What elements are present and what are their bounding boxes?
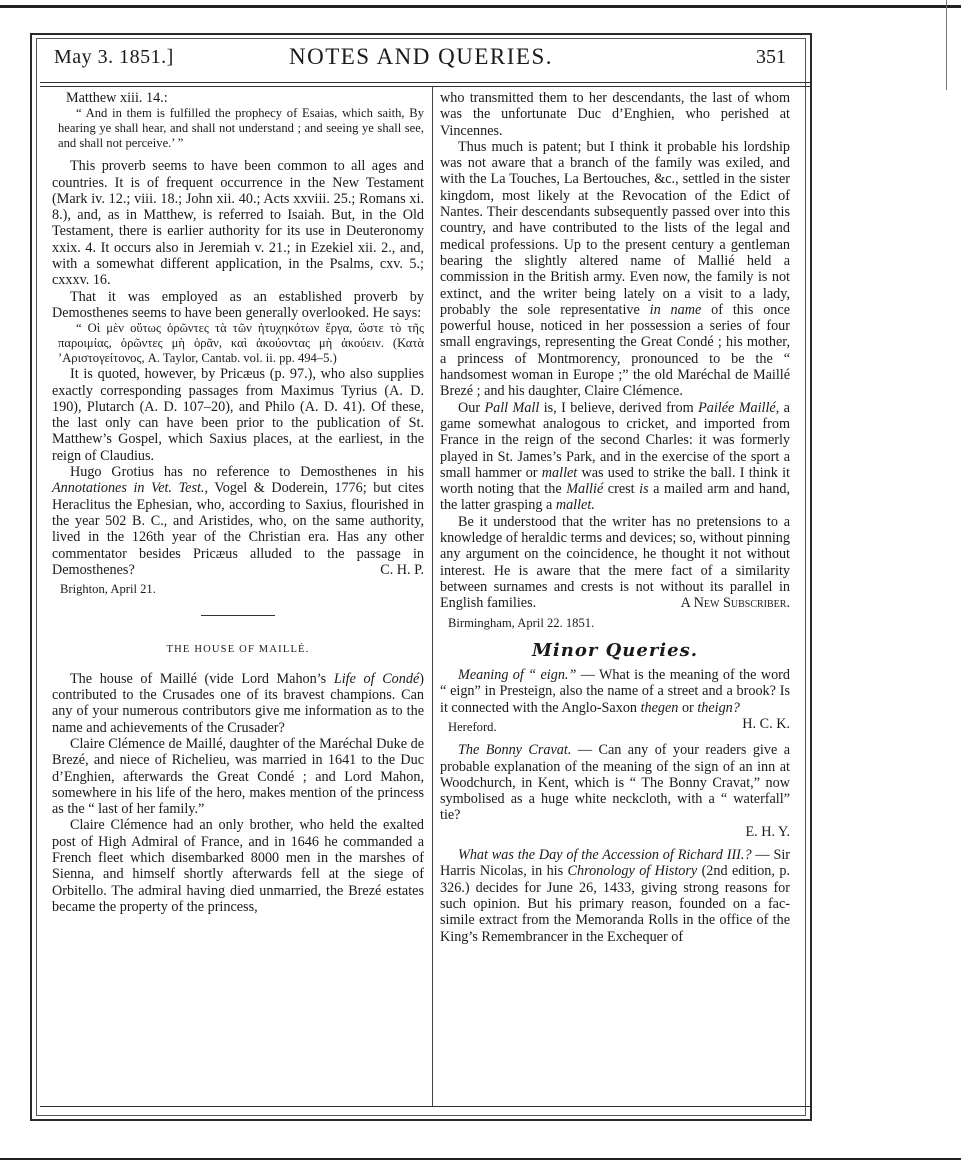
left-column bbox=[52, 90, 424, 915]
paragraph: Hugo Grotius has no reference to Demosthenes in his Annotationes in Vet. Test., Vogel & Doderein, 1776; but cites Heraclitus the Ephesian, who, according to Saxius, flourished in the year 502 B. C., and Aristides, who, on the same authority, lived in the 126th year of the Christian era. Has any other commentator besides Pricæus alluded to the passage in Demosthenes? C. H. P. bbox=[52, 464, 424, 578]
query: What was the Day of the Accession of Richard III.? — Sir Harris Nicolas, in his Chronology of History (2nd edition, p. 326.) decides for June 26, 1433, giving strong reasons for such opinion. But his primary reason, founded on a fac-simile extract from the Memoranda Rolls in the office of the King’s Remembrancer in the Exchequer of bbox=[440, 847, 790, 945]
paragraph: It is quoted, however, by Pricæus (p. 97.), who also supplies exactly corresponding passages from Maximus Tyrius (A. D. 190), Plutarch (A. D. 107–20), and Philo (A. D. 41). Of these, the last only can have been prior to the publication of St. Matthew’s Gospel, which Saxius places, at the earliest, in the reign of Claudius. bbox=[52, 366, 424, 464]
signature: H. C. K. bbox=[742, 715, 790, 732]
paragraph: This proverb seems to have been common to all ages and countries. It is of frequent occurrence in the New Testament (Mark iv. 12.; viii. 18.; John xii. 40.; Acts xxviii. 25.; Romans xi. 8.), and, as in Matthew, is referred to Isaiah. But, in the Old Testament, there is earlier authority for its use in Deuteronomy xxix. 4. It occurs also in Jeremiah v. 21.; in Ezekiel xii. 2., and, with a somewhat different application, in the Psalms, cxv. 5.; cxxxv. 16. bbox=[52, 158, 424, 289]
place-date: Hereford. bbox=[448, 719, 497, 734]
header-title: NOTES AND QUERIES. bbox=[288, 44, 554, 69]
place-date: Birmingham, April 22. 1851. bbox=[448, 615, 595, 630]
greek-quote: “ Οἱ μὲν οὕτως ὁρῶντες τὰ τῶν ἠτυχηκότων ἔργα, ὥστε τὸ τῆς παροιμίας, ὁρῶντες μὴ ὁρᾶν, καὶ ἀκούοντας μὴ ἀκούειν. (Κατὰ ’Αριστογείτονος, A. Taylor, Cantab. vol. ii. pp. 494–5.) bbox=[58, 321, 424, 366]
minor-queries-heading: Minor Queries. bbox=[532, 639, 698, 661]
section-divider bbox=[201, 615, 275, 616]
paragraph: who transmitted them to her descendants, the last of whom was the unfortunate Duc d’Enghien, who perished at Vincennes. bbox=[440, 90, 790, 139]
footer-rule bbox=[40, 1106, 810, 1107]
column-divider bbox=[432, 86, 433, 1106]
running-header bbox=[48, 42, 794, 80]
scripture-reference: Matthew xiii. 14.: bbox=[66, 90, 168, 106]
header-rule-double bbox=[40, 86, 810, 87]
signature: E. H. Y. bbox=[745, 823, 790, 840]
paragraph: Claire Clémence had an only brother, who held the exalted post of High Admiral of France, and in 1646 he commanded a French fleet which disembarked 8000 men in the marshes of Sienna, and himself shortly afterwards fell at the siege of Orbitello. The admiral having died unmarried, the Brezé estates became the property of the princess, bbox=[52, 817, 424, 915]
signature: A New Subscriber. bbox=[680, 595, 790, 612]
bottom-rule bbox=[0, 1158, 961, 1160]
paragraph: The house of Maillé (vide Lord Mahon’s Life of Condé) contributed to the Crusades one of its bravest champions. Can any of your numerous contributors give me information as to the name and achievements of the Crusader? bbox=[52, 670, 424, 736]
paragraph: Be it understood that the writer has no pretensions to a knowledge of heraldic terms and devices; so, without pinning any argument on the coincidence, he thought it not without interest. He is aware that the mere fact of a similarity between surnames and crests is not without its parallel in English families. A New Subscriber. bbox=[440, 513, 790, 612]
paragraph: Thus much is patent; but I think it probable his lordship was not aware that a branch of the family was exiled, and with the La Touches, La Bertouches, &c., settled in the sister kingdom, most likely at the Revocation of the Edict of Nantes. Their descendants subsequently passed over into this country, and have contributed to the lists of the legal and medical professions. Up to the present century a gentleman bearing the slightly altered name of Mallié held a commission in the British army. Even now, the family is not extinct, and the writer being lately on a visit to a lady, probably the sole representative in name of this once powerful house, noticed in her possession a series of four small engravings, representing the Great Condé ; his mother, a princess of Montmorency, pronounced to be the “ handsomest woman in Europe ;” the old Maréchal de Maillé Brezé ; and his daughter, Claire Clémence. bbox=[440, 138, 790, 400]
header-date: May 3. 1851.] bbox=[54, 46, 174, 68]
place-date: Brighton, April 21. bbox=[60, 582, 156, 597]
scripture-quote: “ And in them is fulfilled the prophecy of Esaias, which saith, By hearing ye shall hear, and shall not understand ; and seeing ye shall see, and shall not perceive.’ ” bbox=[58, 106, 424, 151]
top-rule bbox=[0, 5, 961, 8]
header-rule bbox=[40, 82, 810, 83]
paragraph: Claire Clémence de Maillé, daughter of the Maréchal Duke de Brezé, and niece of Richelieu, was married in 1641 to the Duc d’Enghien, afterwards the Great Condé ; and Lord Mahon, somewhere in his life of the hero, makes mention of the princess as the “ last of her family.” bbox=[52, 735, 424, 818]
paragraph: Our Pall Mall is, I believe, derived from Pailée Maillé, a game somewhat analogous to cricket, and imported from France in the reign of the second Charles: it was formerly played in St. James’s Park, and in the exercise of the sport a small hammer or mallet was used to strike the ball. I think it worth noting that the Mallié crest is a mailed arm and hand, the latter grasping a mallet. bbox=[440, 399, 790, 514]
edge-mark bbox=[946, 0, 947, 90]
query: The Bonny Cravat. — Can any of your readers give a probable explanation of the meaning of the sign of an inn at Woodchurch, in Kent, which is “ The Bonny Cravat,” now symbolised as a huge white neckcloth, with a “ waterfall” tie? bbox=[440, 742, 791, 824]
signature: C. H. P. bbox=[380, 561, 424, 578]
article-title: THE HOUSE OF MAILLÉ. bbox=[166, 644, 310, 656]
page-number: 351 bbox=[756, 46, 786, 68]
paragraph: That it was employed as an established proverb by Demosthenes seems to have been generally overlooked. He says: bbox=[52, 288, 424, 321]
right-column bbox=[440, 90, 790, 945]
query: Meaning of “ eign.” — What is the meaning of the word “ eign” in Presteign, also the name of a street and a brook? Is it connected with the Anglo-Saxon thegen or theign? H. C. K. bbox=[440, 667, 790, 732]
